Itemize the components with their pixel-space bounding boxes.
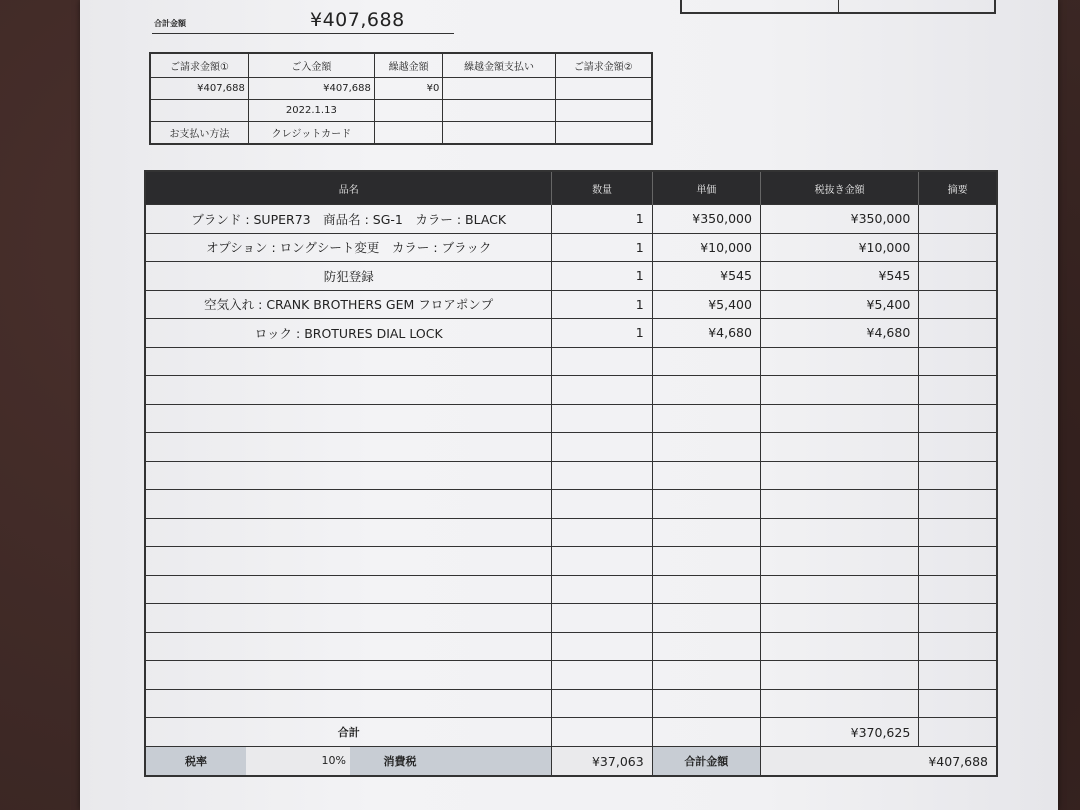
billing-header-row (150, 53, 652, 78)
top-right-box (680, 0, 996, 14)
item-unit-price: ¥5,400 (652, 290, 760, 319)
billing-cell: 2022.1.13 (248, 100, 374, 122)
item-quantity: 1 (552, 205, 652, 234)
items-header: 品名 (145, 171, 552, 205)
tax-label: 消費税 (383, 755, 417, 768)
item-unit-price: ¥545 (652, 262, 760, 291)
item-name: ロック : BROTURES DIAL LOCK (145, 319, 552, 348)
item-row (145, 233, 997, 262)
tax-rate-value: 10% (246, 747, 350, 775)
item-name: 空気入れ : CRANK BROTHERS GEM フロアポンプ (145, 290, 552, 319)
empty-row (145, 632, 997, 661)
item-amount: ¥4,680 (760, 319, 918, 348)
billing-cell (443, 78, 555, 100)
item-note (919, 262, 997, 291)
billing-row (150, 100, 652, 122)
billing-row (150, 78, 652, 100)
empty-row (145, 404, 997, 433)
billing-header: ご請求金額② (555, 53, 652, 78)
item-note (919, 290, 997, 319)
item-name: オプション : ロングシート変更 カラー : ブラック (145, 233, 552, 262)
empty-row (145, 376, 997, 405)
item-name: 防犯登録 (145, 262, 552, 291)
items-table (144, 170, 998, 777)
empty-row (145, 518, 997, 547)
item-row (145, 262, 997, 291)
item-row (145, 290, 997, 319)
billing-table (149, 52, 653, 145)
subtotal-label: 合計 (145, 718, 552, 747)
items-header-row (145, 171, 997, 205)
billing-cell (150, 100, 248, 122)
billing-payment-row (150, 122, 652, 145)
item-unit-price: ¥350,000 (652, 205, 760, 234)
item-amount: ¥350,000 (760, 205, 918, 234)
tax-row (145, 747, 997, 777)
item-unit-price: ¥10,000 (652, 233, 760, 262)
empty-row (145, 604, 997, 633)
item-row (145, 319, 997, 348)
invoice-paper (80, 0, 1058, 810)
empty-row (145, 575, 997, 604)
total-value: ¥407,688 (310, 9, 405, 31)
total-underline (152, 33, 454, 34)
total-label: 合計金額 (154, 19, 186, 28)
tax-rate-label: 税率 (185, 755, 207, 768)
items-header: 単価 (652, 171, 760, 205)
empty-row (145, 461, 997, 490)
item-quantity: 1 (552, 290, 652, 319)
billing-cell (443, 100, 555, 122)
items-header: 税抜き金額 (760, 171, 918, 205)
item-quantity: 1 (552, 262, 652, 291)
item-quantity: 1 (552, 233, 652, 262)
item-quantity: 1 (552, 319, 652, 348)
empty-row (145, 689, 997, 718)
tax-value: ¥37,063 (552, 747, 652, 777)
empty-row (145, 490, 997, 519)
grand-total-label: 合計金額 (652, 747, 760, 777)
item-unit-price: ¥4,680 (652, 319, 760, 348)
items-header: 摘要 (919, 171, 997, 205)
payment-method-label: お支払い方法 (150, 122, 248, 145)
item-name: ブランド : SUPER73 商品名 : SG-1 カラー : BLACK (145, 205, 552, 234)
grand-total-value: ¥407,688 (760, 747, 997, 777)
billing-cell (374, 100, 443, 122)
item-note (919, 205, 997, 234)
items-header: 数量 (552, 171, 652, 205)
empty-row (145, 547, 997, 576)
item-note (919, 319, 997, 348)
billing-cell (555, 78, 652, 100)
item-amount: ¥10,000 (760, 233, 918, 262)
item-note (919, 233, 997, 262)
item-amount: ¥5,400 (760, 290, 918, 319)
billing-header: ご入金額 (248, 53, 374, 78)
empty-row (145, 661, 997, 690)
empty-row (145, 347, 997, 376)
billing-cell (555, 100, 652, 122)
billing-header: 繰越金額支払い (443, 53, 555, 78)
item-row (145, 205, 997, 234)
billing-cell: ¥0 (374, 78, 443, 100)
subtotal-row (145, 718, 997, 747)
item-amount: ¥545 (760, 262, 918, 291)
billing-header: ご請求金額① (150, 53, 248, 78)
subtotal-value: ¥370,625 (760, 718, 918, 747)
payment-method-value: クレジットカード (248, 122, 374, 145)
billing-header: 繰越金額 (374, 53, 443, 78)
billing-cell: ¥407,688 (150, 78, 248, 100)
empty-row (145, 433, 997, 462)
billing-cell: ¥407,688 (248, 78, 374, 100)
